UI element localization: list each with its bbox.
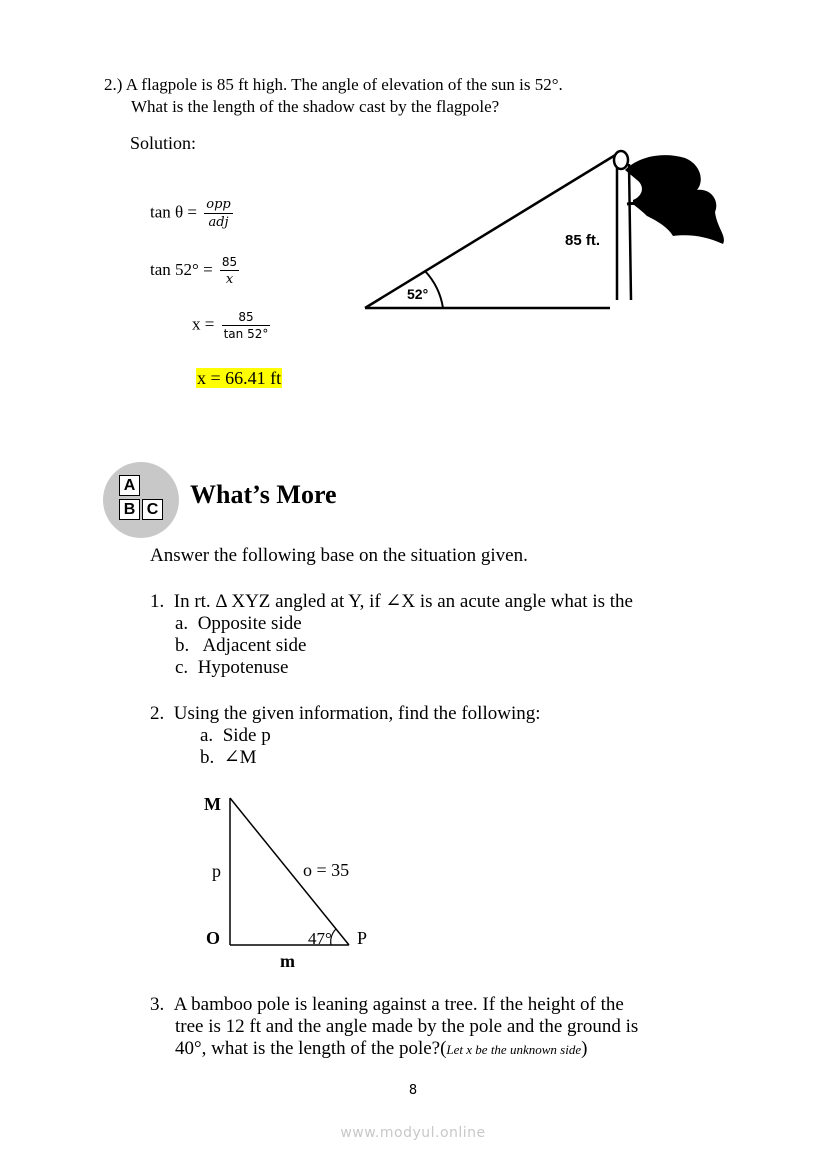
equation-3-left: x = xyxy=(192,314,215,334)
question-1 xyxy=(150,591,633,679)
abc-blocks-icon xyxy=(103,462,179,538)
question-1-sub-c: c. Hypotenuse xyxy=(175,657,289,678)
question-3-note: Let x be the unknown side xyxy=(446,1042,582,1057)
fraction-numerator: 85 xyxy=(222,310,271,326)
angle-label: 52° xyxy=(407,286,429,302)
block-a-icon: A xyxy=(119,475,140,496)
question-3-line-1: A bamboo pole is leaning against a tree. If the height of the xyxy=(173,994,624,1015)
fraction-denominator: x xyxy=(225,272,234,287)
side-p-label: p xyxy=(212,861,221,881)
question-2-sub-b: b. ∠M xyxy=(200,747,257,768)
equation-2-left: tan 52° = xyxy=(150,259,213,279)
question-2-text: Using the given information, find the following: xyxy=(173,703,541,724)
answer-highlight xyxy=(196,368,282,389)
vertex-o-label: O xyxy=(206,928,221,948)
flagpole-figure xyxy=(355,140,735,320)
equation-1 xyxy=(150,197,233,230)
pole-finial xyxy=(614,151,628,169)
angle-47-label: 47° xyxy=(308,929,332,948)
flag-rope xyxy=(627,202,647,204)
section-title: What’s More xyxy=(190,480,337,509)
question-1-sub-b: b. Adjacent side xyxy=(175,635,307,656)
block-b-icon: B xyxy=(119,499,140,520)
question-3-line-3: 40°, what is the length of the pole?(Let x be the unknown side) xyxy=(175,1038,588,1059)
question-2 xyxy=(150,703,541,769)
question-3-number: 3. xyxy=(150,994,165,1015)
flag-shape xyxy=(625,155,724,244)
equation-3 xyxy=(192,310,270,341)
question-3-line-2: tree is 12 ft and the angle made by the pole and the ground is xyxy=(175,1016,639,1037)
question-1-sub-a: a. Opposite side xyxy=(175,613,302,634)
question-1-text: In rt. Δ XYZ angled at Y, if ∠X is an acute angle what is the xyxy=(173,591,633,612)
height-label: 85 ft. xyxy=(565,232,601,249)
triangle-mop-figure xyxy=(195,790,395,975)
vertex-m-label: M xyxy=(204,794,221,814)
question-2-number: 2. xyxy=(150,703,165,724)
fraction-numerator: opp xyxy=(206,197,231,212)
page-number: 8 xyxy=(408,1083,418,1098)
fraction-85-tan52 xyxy=(222,310,271,341)
section-intro: Answer the following base on the situation given. xyxy=(150,545,528,566)
block-c-icon: C xyxy=(142,499,163,520)
watermark: www.modyul.online xyxy=(340,1125,486,1141)
solution-label: Solution: xyxy=(130,133,197,153)
sun-ray-line xyxy=(365,154,617,308)
fraction-numerator: 85 xyxy=(221,255,238,269)
question-3 xyxy=(150,994,638,1061)
question-1-number: 1. xyxy=(150,591,165,612)
problem-statement xyxy=(104,74,563,118)
equation-1-left: tan θ = xyxy=(150,202,197,222)
fraction-denominator: adj xyxy=(208,215,229,230)
vertex-p-label: P xyxy=(357,928,368,948)
problem-line-2: What is the length of the shadow cast by the flagpole? xyxy=(131,97,500,116)
fraction-opp-adj xyxy=(204,197,232,230)
flagpole-right xyxy=(629,164,631,300)
fraction-denominator: tan 52° xyxy=(223,327,269,341)
equation-2 xyxy=(150,255,239,287)
fraction-85-x xyxy=(220,255,239,287)
hypotenuse-label: o = 35 xyxy=(303,860,350,880)
side-m-label: m xyxy=(280,951,295,971)
problem-line-1: 2.) A flagpole is 85 ft high. The angle of elevation of the sun is 52°. xyxy=(104,75,563,94)
answer-text: x = 66.41 ft xyxy=(197,368,282,388)
question-2-sub-a: a. Side p xyxy=(200,725,271,746)
